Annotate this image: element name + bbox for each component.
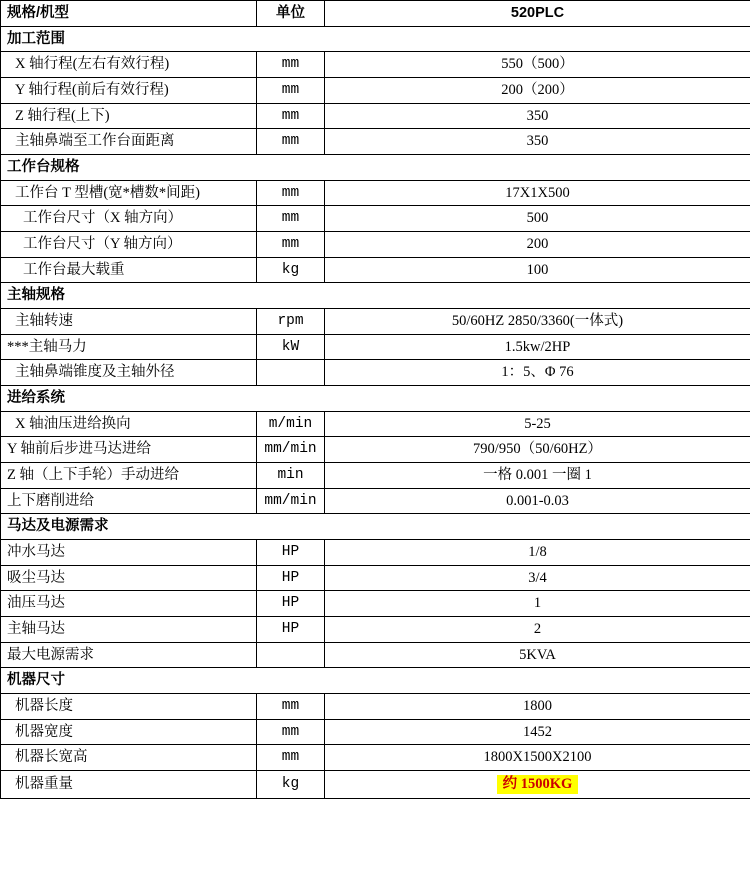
- section-title: 进给系统: [1, 386, 750, 412]
- row-unit: mm: [257, 745, 325, 771]
- row-unit: mm: [257, 129, 325, 155]
- row-label: 工作台尺寸（X 轴方向）: [1, 206, 257, 232]
- row-unit: HP: [257, 540, 325, 566]
- row-label: 机器长宽高: [1, 745, 257, 771]
- section-title: 加工范围: [1, 26, 750, 52]
- row-value: 一格 0.001 一圈 1: [325, 463, 750, 489]
- row-unit: HP: [257, 617, 325, 643]
- table-row: [1, 437, 750, 463]
- table-row: [1, 411, 750, 437]
- section-header-row: [1, 283, 750, 309]
- section-header-row: [1, 155, 750, 181]
- row-value: 0.001-0.03: [325, 488, 750, 514]
- row-label: Z 轴行程(上下): [1, 103, 257, 129]
- row-unit: mm: [257, 232, 325, 258]
- row-unit: mm: [257, 206, 325, 232]
- table-row: [1, 719, 750, 745]
- section-title: 主轴规格: [1, 283, 750, 309]
- table-row: [1, 334, 750, 360]
- row-unit: mm: [257, 78, 325, 104]
- row-unit: [257, 360, 325, 386]
- highlighted-value: 约 1500KG: [497, 775, 579, 794]
- row-label: 机器重量: [1, 771, 257, 799]
- row-label: 吸尘马达: [1, 565, 257, 591]
- row-value: 1800: [325, 694, 750, 720]
- row-label: 工作台最大载重: [1, 257, 257, 283]
- table-row: [1, 52, 750, 78]
- row-unit: kW: [257, 334, 325, 360]
- row-unit: mm: [257, 103, 325, 129]
- row-unit: mm/min: [257, 437, 325, 463]
- header-cell-model-value: 520PLC: [325, 1, 750, 27]
- table-header-row: [1, 1, 750, 27]
- row-unit: HP: [257, 565, 325, 591]
- row-value: 2: [325, 617, 750, 643]
- table-row: [1, 180, 750, 206]
- row-label: 主轴鼻端锥度及主轴外径: [1, 360, 257, 386]
- row-label: 机器长度: [1, 694, 257, 720]
- row-label: 冲水马达: [1, 540, 257, 566]
- row-label: 油压马达: [1, 591, 257, 617]
- table-row: [1, 360, 750, 386]
- section-header-row: [1, 386, 750, 412]
- row-label: 上下磨削进给: [1, 488, 257, 514]
- table-row: [1, 78, 750, 104]
- header-cell-spec-model: 规格/机型: [1, 1, 257, 27]
- row-value: 1452: [325, 719, 750, 745]
- row-value: 50/60HZ 2850/3360(一体式): [325, 309, 750, 335]
- row-value: 5-25: [325, 411, 750, 437]
- row-value: 1/8: [325, 540, 750, 566]
- row-unit: mm/min: [257, 488, 325, 514]
- row-value: 1：5、Φ 76: [325, 360, 750, 386]
- table-row: [1, 103, 750, 129]
- row-unit: [257, 642, 325, 668]
- row-label: 主轴马达: [1, 617, 257, 643]
- table-row: [1, 565, 750, 591]
- row-label: Z 轴（上下手轮）手动进给: [1, 463, 257, 489]
- table-row: [1, 309, 750, 335]
- row-value: 1800X1500X2100: [325, 745, 750, 771]
- row-unit: min: [257, 463, 325, 489]
- table-row: [1, 771, 750, 799]
- row-label: X 轴行程(左右有效行程): [1, 52, 257, 78]
- row-label: 主轴转速: [1, 309, 257, 335]
- table-row: [1, 540, 750, 566]
- table-row: [1, 257, 750, 283]
- row-value: 3/4: [325, 565, 750, 591]
- row-unit: mm: [257, 52, 325, 78]
- row-label: Y 轴行程(前后有效行程): [1, 78, 257, 104]
- specification-table-body: [1, 1, 750, 799]
- header-cell-unit: 单位: [257, 1, 325, 27]
- table-row: [1, 591, 750, 617]
- section-header-row: [1, 514, 750, 540]
- row-unit: kg: [257, 257, 325, 283]
- section-title: 工作台规格: [1, 155, 750, 181]
- row-value: 350: [325, 129, 750, 155]
- table-row: [1, 463, 750, 489]
- row-label: ***主轴马力: [1, 334, 257, 360]
- row-unit: mm: [257, 719, 325, 745]
- table-row: [1, 694, 750, 720]
- section-header-row: [1, 668, 750, 694]
- table-row: [1, 642, 750, 668]
- section-header-row: [1, 26, 750, 52]
- row-unit: rpm: [257, 309, 325, 335]
- row-label: Y 轴前后步进马达进给: [1, 437, 257, 463]
- row-label: 主轴鼻端至工作台面距离: [1, 129, 257, 155]
- row-value: 1.5kw/2HP: [325, 334, 750, 360]
- row-unit: kg: [257, 771, 325, 799]
- row-label: X 轴油压进给换向: [1, 411, 257, 437]
- row-value: 100: [325, 257, 750, 283]
- table-row: [1, 488, 750, 514]
- table-row: [1, 232, 750, 258]
- row-value: 200: [325, 232, 750, 258]
- row-value: 5KVA: [325, 642, 750, 668]
- row-value: [325, 771, 750, 799]
- table-row: [1, 129, 750, 155]
- row-value: 17X1X500: [325, 180, 750, 206]
- row-value: 350: [325, 103, 750, 129]
- row-value: 1: [325, 591, 750, 617]
- table-row: [1, 206, 750, 232]
- row-unit: mm: [257, 180, 325, 206]
- table-row: [1, 617, 750, 643]
- row-value: 200（200）: [325, 78, 750, 104]
- row-label: 工作台尺寸（Y 轴方向）: [1, 232, 257, 258]
- row-unit: m/min: [257, 411, 325, 437]
- row-label: 工作台 T 型槽(宽*槽数*间距): [1, 180, 257, 206]
- row-unit: HP: [257, 591, 325, 617]
- row-value: 550（500）: [325, 52, 750, 78]
- row-label: 机器宽度: [1, 719, 257, 745]
- section-title: 马达及电源需求: [1, 514, 750, 540]
- row-label: 最大电源需求: [1, 642, 257, 668]
- row-value: 500: [325, 206, 750, 232]
- section-title: 机器尺寸: [1, 668, 750, 694]
- row-value: 790/950（50/60HZ）: [325, 437, 750, 463]
- row-unit: mm: [257, 694, 325, 720]
- table-row: [1, 745, 750, 771]
